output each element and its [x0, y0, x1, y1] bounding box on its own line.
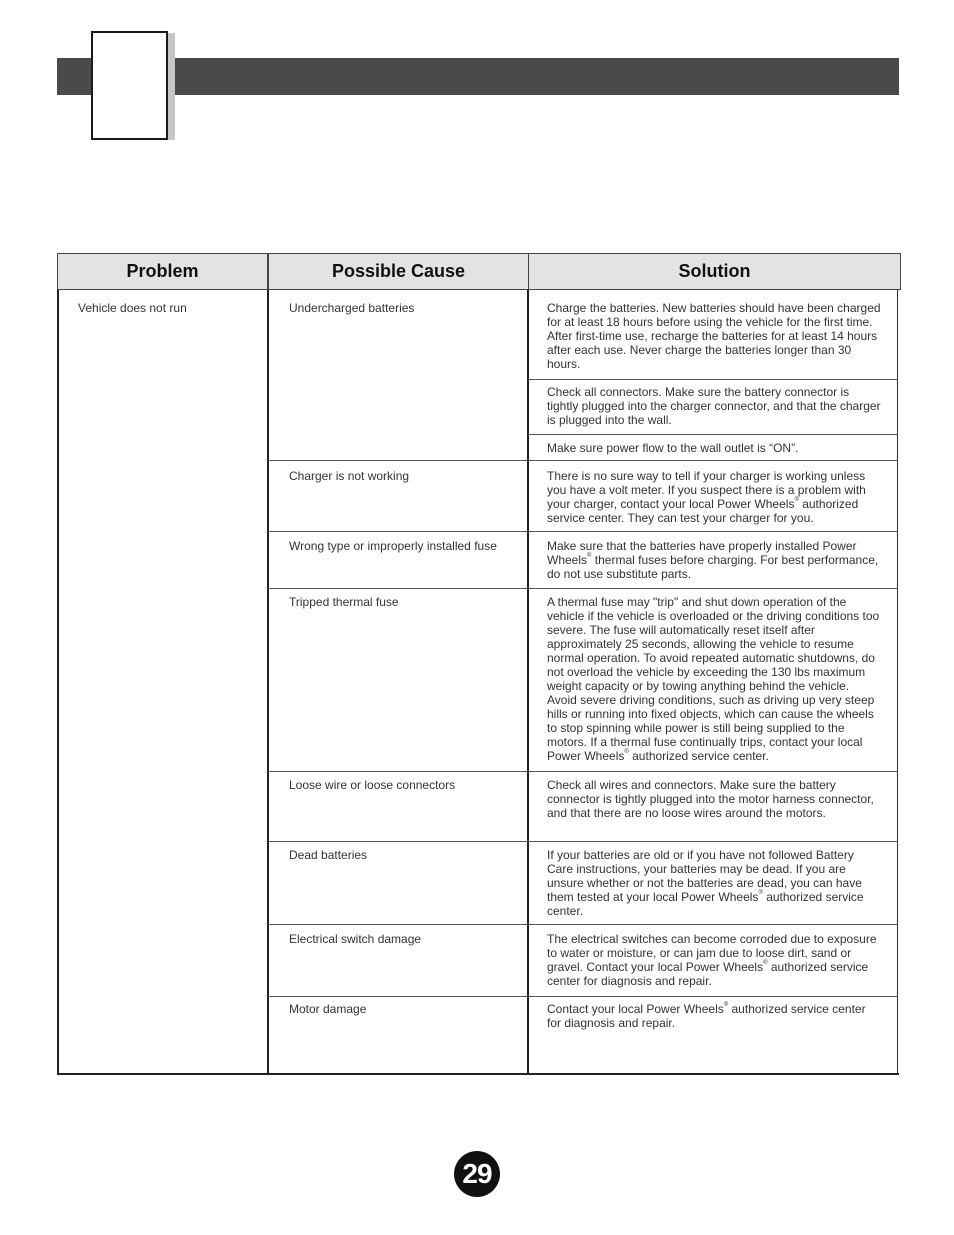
row-divider: [268, 588, 898, 589]
solution-text: Make sure that the batteries have properly installed Power Wheels® thermal fuses before charging. For best performance, do not use substitute parts.: [547, 539, 879, 581]
solution-text: There is no sure way to tell if your charger is working unless you have a volt meter. If you suspect there is a problem with your charger, contact your local Power Wheels® authorized service center. They can test your charger for you.: [547, 469, 866, 525]
problem-text: Vehicle does not run: [78, 301, 187, 315]
cause-text: Charger is not working: [289, 469, 410, 483]
troubleshooting-table: [57, 253, 899, 1075]
cause-text: Undercharged batteries: [289, 301, 415, 315]
row-divider: [268, 531, 898, 532]
header-bar: [57, 58, 899, 95]
registered-mark: ®: [758, 890, 763, 896]
solution-text: If your batteries are old or if you have not followed Battery Care instructions, your batteries may be dead. If you are unsure whether or not the batteries are dead, you can have them tested at your local Power Wheels® authorized service center.: [547, 848, 864, 918]
solution-text: The electrical switches can become corroded due to exposure to water or moisture, or can jam due to loose dirt, sand or gravel. Contact your local Power Wheels® authorized service center for diagnosis and repair.: [547, 932, 877, 988]
row-divider: [268, 996, 898, 997]
solution-text: A thermal fuse may "trip" and shut down operation of the vehicle if the vehicle is overloaded or the driving conditions too severe. The fuse will automatically reset itself after approximately 25 seconds, allowing the vehicle to resume normal operation. To avoid repeated automatic shutdowns, do not overload the vehicle by exceeding the 130 lbs maximum weight capacity or by towing anything behind the vehicle. Avoid severe driving conditions, such as driving up very steep hills or running into fixed objects, which can cause the wheels to stop spinning while power is still being supplied to the motors. If a thermal fuse continually trips, contact your local Power Wheels® authorized service center.: [547, 595, 880, 763]
row-divider: [268, 841, 898, 842]
table-right-border: [897, 290, 898, 1073]
header-cause: Possible Cause: [268, 253, 529, 290]
solution-text: Charge the batteries. New batteries should have been charged for at least 18 hours before using the vehicle for the first time. After first-time use, recharge the batteries for at least 14 hours after each use. Never charge the batteries longer than 30 hours.: [547, 301, 881, 371]
solution-text: Contact your local Power Wheels® authorized service center for diagnosis and repair.: [547, 1002, 866, 1030]
registered-mark: ®: [587, 553, 592, 559]
cause-text: Electrical switch damage: [289, 932, 422, 946]
row-divider: [268, 460, 898, 461]
header-problem: Problem: [57, 253, 268, 290]
row-divider: [268, 771, 898, 772]
tab-shadow: [168, 33, 175, 140]
row-divider: [528, 379, 898, 380]
registered-mark: ®: [763, 960, 768, 966]
row-divider: [268, 924, 898, 925]
cause-text: Tripped thermal fuse: [289, 595, 399, 609]
solution-text: Check all connectors. Make sure the battery connector is tightly plugged into the charger connector, and that the charger is plugged into the wall.: [547, 385, 881, 427]
cause-text: Motor damage: [289, 1002, 367, 1016]
registered-mark: ®: [624, 749, 629, 755]
cause-text: Dead batteries: [289, 848, 368, 862]
header-solution: Solution: [528, 253, 901, 290]
registered-mark: ®: [723, 1002, 729, 1008]
column-divider: [527, 290, 529, 1073]
registered-mark: ®: [794, 497, 799, 503]
chapter-tab: [91, 31, 168, 140]
row-divider: [528, 434, 898, 435]
cause-text: Loose wire or loose connectors: [289, 778, 456, 792]
solution-text: Make sure power flow to the wall outlet is “ON”.: [547, 441, 799, 455]
cause-text: Wrong type or improperly installed fuse: [289, 539, 497, 553]
solution-text: Check all wires and connectors. Make sure the battery connector is tightly plugged into the motor harness connector, and that there are no loose wires around the motors.: [547, 778, 874, 820]
column-divider: [267, 290, 269, 1073]
page-number-badge: 29: [454, 1151, 500, 1197]
